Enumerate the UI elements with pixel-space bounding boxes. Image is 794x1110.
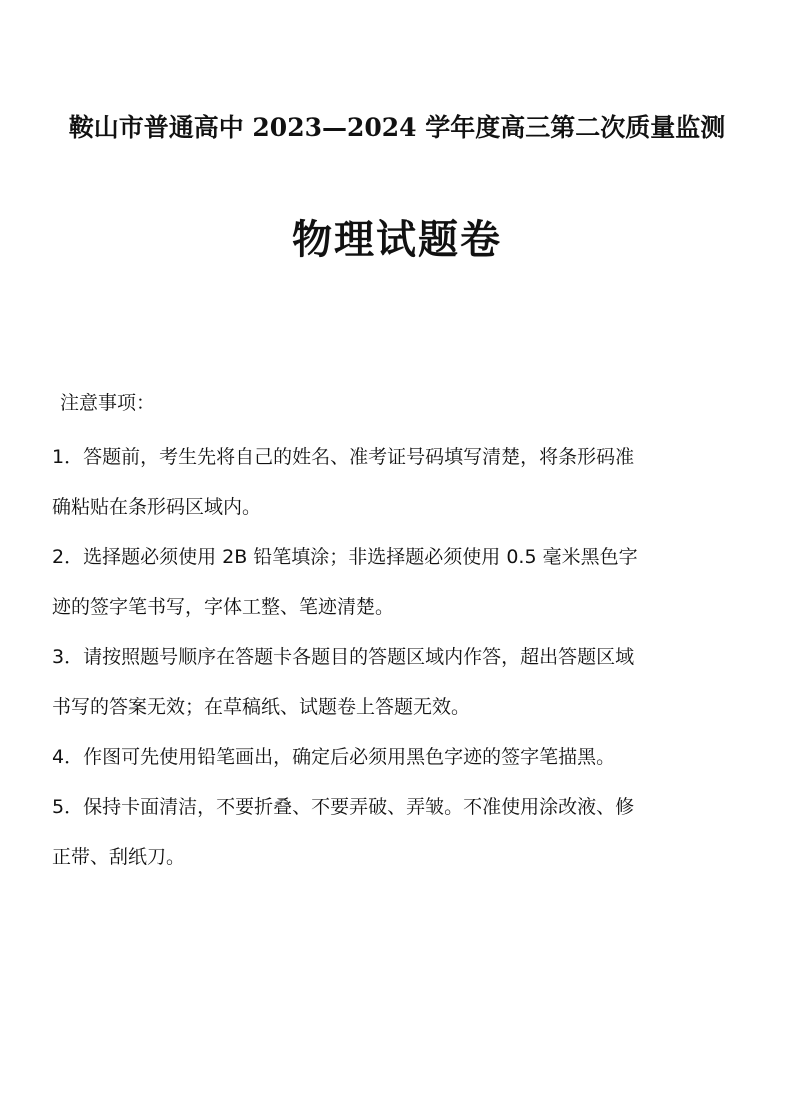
exam-header: 鞍山市普通高中 2023—2024 学年度高三第二次质量监测 — [68, 113, 726, 142]
notice-item-3-line-2: 书写的答案无效；在草稿纸、试题卷上答题无效。 — [52, 696, 471, 718]
paper-title: 物理试题卷 — [292, 216, 502, 263]
notice-item-4 — [52, 732, 742, 782]
notice-item-5 — [52, 782, 742, 882]
notice-item-3-line-1: 3．请按照题号顺序在答题卡各题目的答题区域内作答，超出答题区域 — [52, 646, 635, 668]
notice-item-5-line-1: 5．保持卡面清洁，不要折叠、不要弄破、弄皱。不准使用涂改液、修 — [52, 796, 635, 818]
notice-list — [52, 432, 742, 882]
notice-item-2-line-1: 2．选择题必须使用 2B 铅笔填涂；非选择题必须使用 0.5 毫米黑色字 — [52, 546, 638, 568]
notice-item-1-line-1: 1．答题前，考生先将自己的姓名、准考证号码填写清楚，将条形码准 — [52, 446, 635, 468]
notice-item-5-line-2: 正带、刮纸刀。 — [52, 846, 186, 868]
notice-item-3 — [52, 632, 742, 732]
notice-item-4-line-1: 4．作图可先使用铅笔画出，确定后必须用黑色字迹的签字笔描黑。 — [52, 746, 616, 768]
notice-heading: 注意事项： — [60, 392, 156, 414]
notice-item-2-line-2: 迹的签字笔书写，字体工整、笔迹清楚。 — [52, 596, 395, 618]
notice-item-1 — [52, 432, 742, 532]
notice-item-1-line-2: 确粘贴在条形码区域内。 — [52, 496, 262, 518]
notice-item-2 — [52, 532, 742, 632]
